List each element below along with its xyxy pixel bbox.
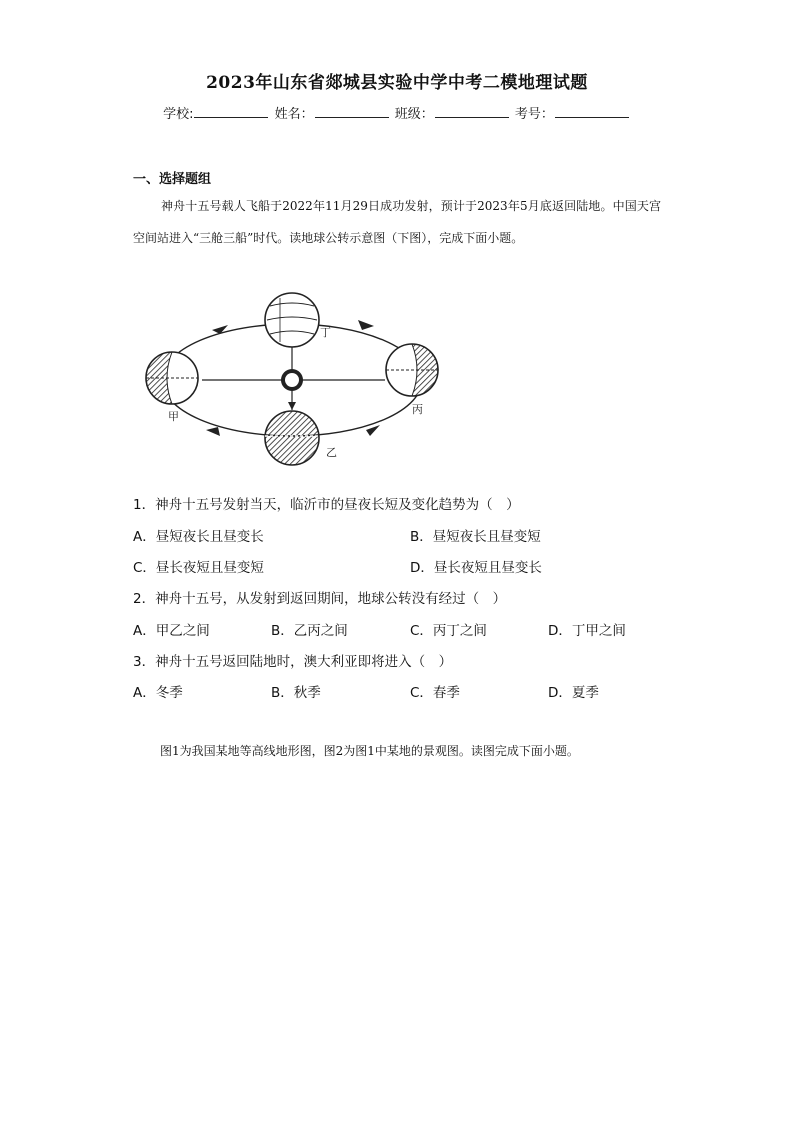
orbit-arrow-bottom-right <box>366 425 380 436</box>
id-field[interactable] <box>555 105 629 118</box>
orbit-arrow-bottom-left <box>206 427 220 436</box>
name-field[interactable] <box>315 105 389 118</box>
question-1-option-b[interactable]: B．昼短夜长且昼变短 <box>410 529 541 545</box>
label-yi: 乙 <box>326 446 337 459</box>
section-2-intro: 图1为我国某地等高线地形图，图2为图1中某地的景观图。读图完成下面小题。 <box>160 744 579 758</box>
question-1-option-a[interactable]: A．昼短夜长且昼变长 <box>133 529 264 545</box>
question-3-option-b[interactable]: B．秋季 <box>271 685 321 701</box>
school-field[interactable] <box>194 105 268 118</box>
label-jia: 甲 <box>168 410 179 423</box>
earth-revolution-diagram <box>130 290 450 470</box>
question-2-option-b[interactable]: B．乙丙之间 <box>271 623 348 639</box>
question-3-option-a[interactable]: A．冬季 <box>133 685 183 701</box>
earth-ding-icon <box>265 293 319 347</box>
orbit-arrow-top-left <box>212 325 228 334</box>
question-3-option-c[interactable]: C．春季 <box>410 685 460 701</box>
earth-yi-icon <box>265 411 319 465</box>
earth-bing-icon <box>386 344 438 396</box>
sun-icon <box>281 369 303 391</box>
question-2-option-c[interactable]: C．丙丁之间 <box>410 623 487 639</box>
earth-jia-icon <box>146 352 198 404</box>
label-ding: 丁 <box>320 326 331 339</box>
orbit-arrow-top-right <box>358 320 374 330</box>
student-info-line <box>0 103 794 122</box>
intro-paragraph: 神舟十五号载人飞船于2022年11月29日成功发射，预计于2023年5月底返回陆地。中国天宫空间站进入“三舱三船”时代。读地球公转示意图（下图），完成下面小题。 <box>133 199 661 245</box>
class-label: 班级： <box>394 107 434 122</box>
label-bing: 丙 <box>412 403 423 416</box>
question-1-stem: 1．神舟十五号发射当天，临沂市的昼夜长短及变化趋势为（ ） <box>133 497 520 513</box>
id-label: 考号： <box>514 107 554 122</box>
question-2-stem: 2．神舟十五号，从发射到返回期间，地球公转没有经过（ ） <box>133 591 507 607</box>
section-title: 一、选择题组 <box>133 172 212 187</box>
class-field[interactable] <box>435 105 509 118</box>
question-3-option-d[interactable]: D．夏季 <box>548 685 599 701</box>
name-label: 姓名： <box>274 107 314 122</box>
page-title: 2023年山东省郯城县实验中学中考二模地理试题 <box>206 73 588 93</box>
question-2-option-a[interactable]: A．甲乙之间 <box>133 623 210 639</box>
question-2-option-d[interactable]: D．丁甲之间 <box>548 623 626 639</box>
question-1-option-c[interactable]: C．昼长夜短且昼变短 <box>133 560 264 576</box>
question-1-option-d[interactable]: D．昼长夜短且昼变长 <box>410 560 542 576</box>
question-3-stem: 3．神舟十五号返回陆地时，澳大利亚即将进入（ ） <box>133 654 453 670</box>
school-label: 学校: <box>163 107 194 122</box>
orbit-svg <box>130 290 450 470</box>
